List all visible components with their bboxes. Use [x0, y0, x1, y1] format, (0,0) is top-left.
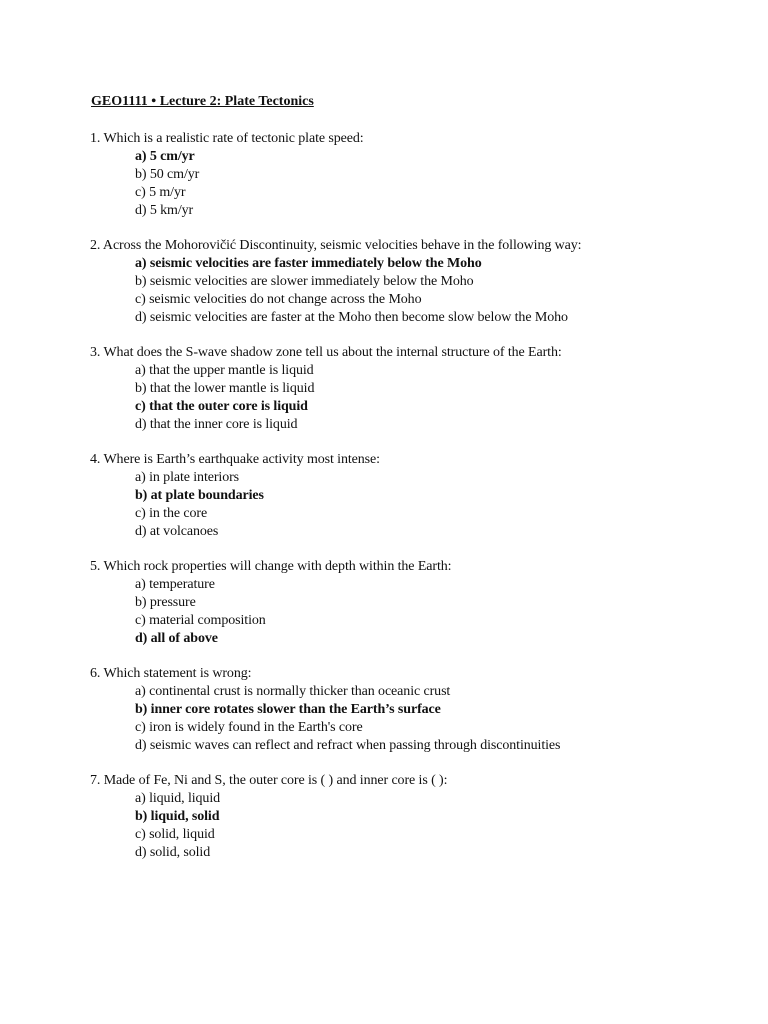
question-3-prompt: 3. What does the S-wave shadow zone tell us about the internal structure of the Earth:: [90, 345, 562, 360]
question-7-option-c: c) solid, liquid: [135, 827, 215, 842]
question-1-option-d: d) 5 km/yr: [135, 203, 194, 218]
question-1-option-a: a) 5 cm/yr: [135, 149, 195, 164]
question-5-option-b: b) pressure: [135, 595, 196, 610]
question-3-option-d: d) that the inner core is liquid: [135, 417, 298, 432]
question-4-prompt: 4. Where is Earth’s earthquake activity most intense:: [90, 452, 380, 467]
question-6-prompt: 6. Which statement is wrong:: [90, 666, 252, 681]
question-2-option-a: a) seismic velocities are faster immediately below the Moho: [135, 256, 482, 271]
question-7-option-d: d) solid, solid: [135, 845, 211, 860]
question-6-option-a: a) continental crust is normally thicker than oceanic crust: [135, 684, 451, 699]
question-2-option-b: b) seismic velocities are slower immediately below the Moho: [135, 274, 474, 289]
question-4-option-b: b) at plate boundaries: [135, 488, 264, 503]
question-1-option-b: b) 50 cm/yr: [135, 167, 200, 182]
question-2-option-d: d) seismic velocities are faster at the Moho then become slow below the Moho: [135, 310, 568, 325]
page-title: GEO1111 • Lecture 2: Plate Tectonics: [91, 94, 314, 109]
question-3-option-b: b) that the lower mantle is liquid: [135, 381, 315, 396]
question-5-option-d: d) all of above: [135, 631, 218, 646]
question-7-option-a: a) liquid, liquid: [135, 791, 221, 806]
question-4-option-d: d) at volcanoes: [135, 524, 219, 539]
question-5-option-a: a) temperature: [135, 577, 215, 592]
question-3-option-a: a) that the upper mantle is liquid: [135, 363, 314, 378]
question-7-prompt: 7. Made of Fe, Ni and S, the outer core is ( ) and inner core is ( ):: [90, 773, 448, 788]
question-1-prompt: 1. Which is a realistic rate of tectonic plate speed:: [90, 131, 364, 146]
question-3-option-c: c) that the outer core is liquid: [135, 399, 308, 414]
question-2-option-c: c) seismic velocities do not change across the Moho: [135, 292, 422, 307]
question-4-option-a: a) in plate interiors: [135, 470, 240, 485]
question-7-option-b: b) liquid, solid: [135, 809, 220, 824]
question-6-option-c: c) iron is widely found in the Earth's core: [135, 720, 363, 735]
question-5-option-c: c) material composition: [135, 613, 266, 628]
question-5-prompt: 5. Which rock properties will change with depth within the Earth:: [90, 559, 452, 574]
question-6-option-b: b) inner core rotates slower than the Earth’s surface: [135, 702, 441, 717]
question-2-prompt: 2. Across the Mohorovičić Discontinuity, seismic velocities behave in the following way:: [90, 238, 582, 253]
question-6-option-d: d) seismic waves can reflect and refract when passing through discontinuities: [135, 738, 561, 753]
question-4-option-c: c) in the core: [135, 506, 208, 521]
question-1-option-c: c) 5 m/yr: [135, 185, 186, 200]
